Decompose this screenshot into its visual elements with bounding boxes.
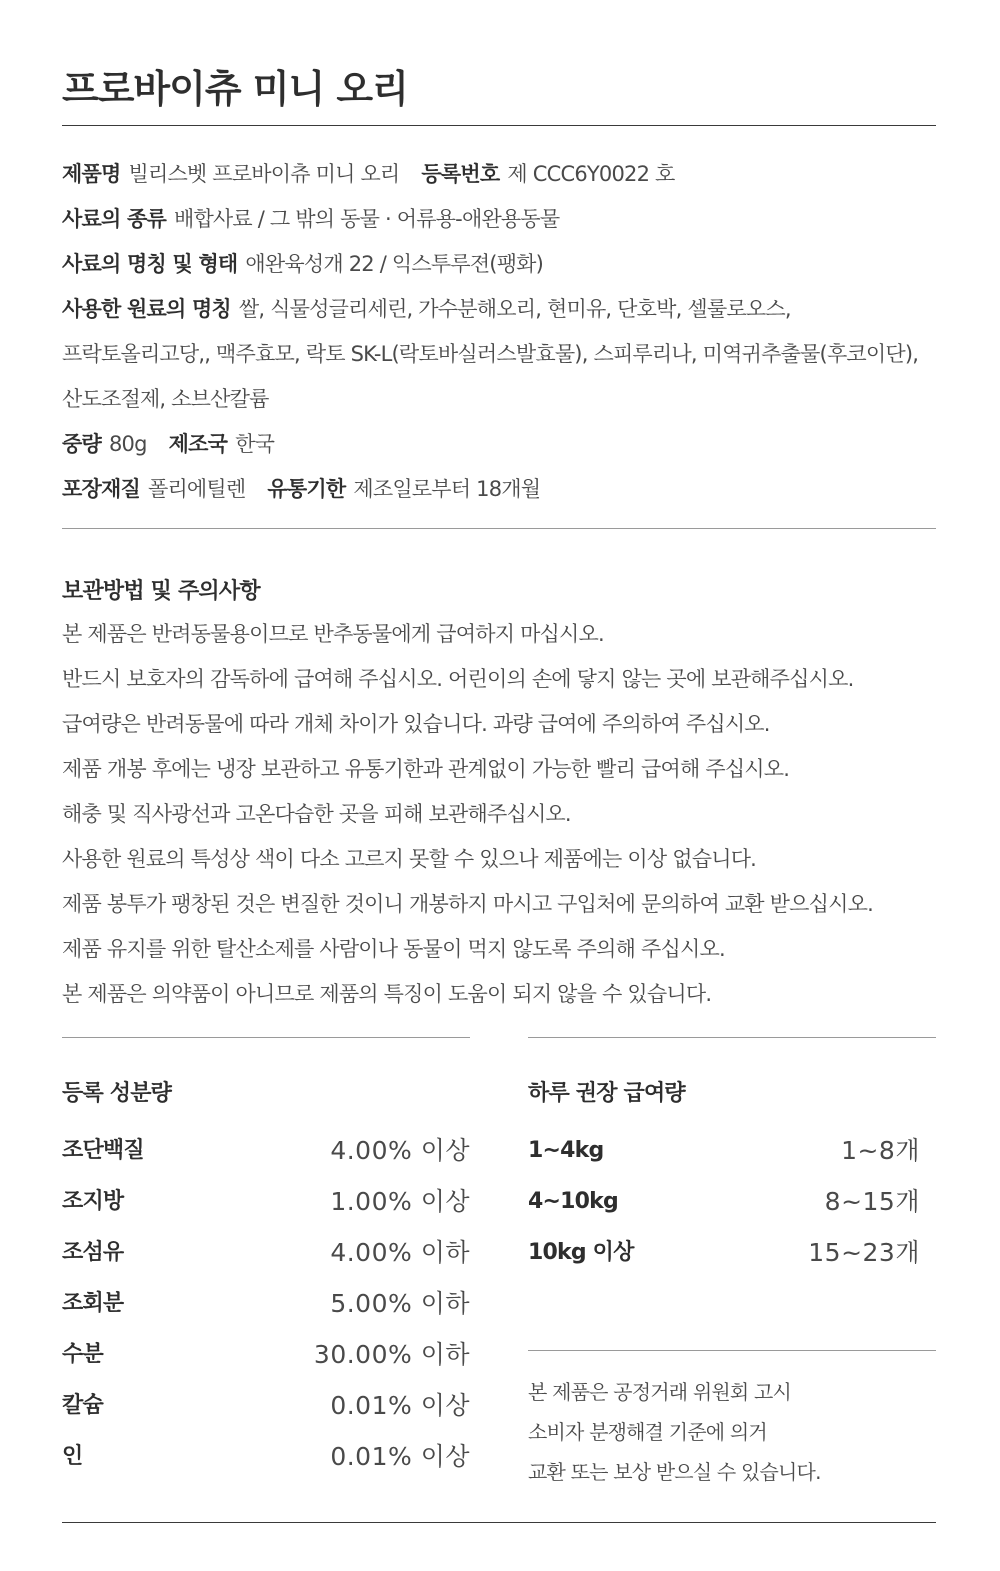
storage-note: 제품 유지를 위한 탈산소제를 사람이나 동물이 먹지 않도록 주의해 주십시오.	[62, 937, 725, 961]
feed-type-label: 사료의 종류	[62, 207, 166, 231]
info-row-weight	[62, 422, 952, 467]
country-label: 제조국	[168, 432, 228, 456]
notice-line: 교환 또는 보상 받으실 수 있습니다.	[528, 1460, 821, 1484]
nutrient-name: 조지방	[62, 1189, 124, 1214]
ingredients-line-3: 산도조절제, 소브산칼륨	[62, 387, 269, 411]
feeding-amount: 1~8개	[841, 1136, 920, 1165]
info-divider	[62, 528, 936, 529]
ingredients-line-2: 프락토올리고당,, 맥주효모, 락토 SK-L(락토바실러스발효물), 스피루리나, 미역귀추출물(후코이단),	[62, 342, 919, 366]
nutrient-name: 조회분	[62, 1291, 124, 1316]
weight-value: 80g	[108, 432, 147, 456]
info-row-feed-name	[62, 242, 952, 287]
storage-note: 사용한 원료의 특성상 색이 다소 고르지 못할 수 있으나 제품에는 이상 없습니다.	[62, 847, 757, 871]
feed-name-value: 애완육성개 22 / 익스투루젼(팽화)	[245, 252, 544, 276]
reg-no-label: 등록번호	[421, 162, 500, 186]
nutrient-name: 칼슘	[62, 1393, 103, 1418]
nutrient-value: 0.01% 이상	[330, 1442, 470, 1471]
table-row	[528, 1176, 920, 1227]
nutrient-value: 30.00% 이하	[313, 1340, 470, 1369]
product-name-value: 빌리스벳 프로바이츄 미니 오리	[128, 162, 400, 186]
nutrient-name: 인	[62, 1444, 83, 1469]
nutrient-value: 5.00% 이하	[330, 1289, 470, 1318]
ingredients-line-1: 쌀, 식물성글리세린, 가수분해오리, 현미유, 단호박, 셀룰로오스,	[238, 297, 791, 321]
info-row-ingredients	[62, 287, 952, 332]
storage-note: 본 제품은 반려동물용이므로 반추동물에게 급여하지 마십시오.	[62, 622, 604, 646]
feeding-heading: 하루 권장 급여량	[528, 1081, 685, 1106]
nutrient-value: 1.00% 이상	[330, 1187, 470, 1216]
storage-note: 반드시 보호자의 감독하에 급여해 주십시오. 어린이의 손에 닿지 않는 곳에 보관해주십시오.	[62, 667, 854, 691]
feeding-amount: 15~23개	[808, 1238, 920, 1267]
notice-list	[528, 1372, 928, 1492]
composition-table	[62, 1125, 470, 1482]
product-info-list	[62, 152, 952, 512]
nutrient-name: 조단백질	[62, 1138, 144, 1163]
nutrient-value: 0.01% 이상	[330, 1391, 470, 1420]
storage-heading: 보관방법 및 주의사항	[62, 579, 260, 604]
table-row	[62, 1125, 470, 1176]
bottom-divider	[62, 1522, 936, 1523]
country-value: 한국	[235, 432, 275, 456]
storage-note: 해충 및 직사광선과 고온다습한 곳을 피해 보관해주십시오.	[62, 802, 571, 826]
weight-label: 중량	[62, 432, 101, 456]
notice-line: 본 제품은 공정거래 위원회 고시	[528, 1380, 791, 1404]
expiry-label: 유통기한	[267, 477, 346, 501]
table-row	[62, 1227, 470, 1278]
storage-note: 제품 봉투가 팽창된 것은 변질한 것이니 개봉하지 마시고 구입처에 문의하여 교환 받으십시오.	[62, 892, 873, 916]
expiry-value: 제조일로부터 18개월	[353, 477, 541, 501]
table-row	[62, 1380, 470, 1431]
feeding-table	[528, 1125, 920, 1278]
nutrient-value: 4.00% 이하	[330, 1238, 470, 1267]
table-row	[62, 1278, 470, 1329]
title-divider	[62, 125, 936, 126]
packaging-value: 폴리에틸렌	[147, 477, 246, 501]
feed-name-label: 사료의 명칭 및 형태	[62, 252, 238, 276]
table-row	[528, 1227, 920, 1278]
info-row-product-name	[62, 152, 952, 197]
table-row	[62, 1431, 470, 1482]
table-row	[528, 1125, 920, 1176]
dog-weight: 4~10kg	[528, 1189, 618, 1214]
dog-weight: 10kg 이상	[528, 1240, 634, 1265]
composition-heading: 등록 성분량	[62, 1081, 172, 1106]
ingredients-label: 사용한 원료의 명칭	[62, 297, 231, 321]
packaging-label: 포장재질	[62, 477, 140, 501]
table-row	[62, 1329, 470, 1380]
info-row-feed-type	[62, 197, 952, 242]
storage-note: 제품 개봉 후에는 냉장 보관하고 유통기한과 관계없이 가능한 빨리 급여해 주십시오.	[62, 757, 790, 781]
info-row-ingredients-cont	[62, 377, 952, 422]
info-row-packaging	[62, 467, 952, 512]
feeding-amount: 8~15개	[824, 1187, 920, 1216]
product-name-label: 제품명	[62, 162, 121, 186]
storage-note: 급여량은 반려동물에 따라 개체 차이가 있습니다. 과량 급여에 주의하여 주십시오.	[62, 712, 770, 736]
table-row	[62, 1176, 470, 1227]
nutrient-name: 조섬유	[62, 1240, 124, 1265]
dog-weight: 1~4kg	[528, 1138, 604, 1163]
notice-divider	[528, 1350, 936, 1351]
composition-divider	[62, 1037, 470, 1038]
info-row-ingredients-cont	[62, 332, 952, 377]
storage-notes-list	[62, 612, 962, 1017]
nutrient-value: 4.00% 이상	[330, 1136, 470, 1165]
reg-no-value: 제 CCC6Y0022 호	[507, 162, 675, 186]
nutrient-name: 수분	[62, 1342, 103, 1367]
notice-line: 소비자 분쟁해결 기준에 의거	[528, 1420, 767, 1444]
page-title: 프로바이츄 미니 오리	[62, 67, 408, 111]
feeding-divider	[528, 1037, 936, 1038]
feed-type-value: 배합사료 / 그 밖의 동물 · 어류용-애완용동물	[173, 207, 560, 231]
storage-note: 본 제품은 의약품이 아니므로 제품의 특징이 도움이 되지 않을 수 있습니다.	[62, 982, 712, 1006]
